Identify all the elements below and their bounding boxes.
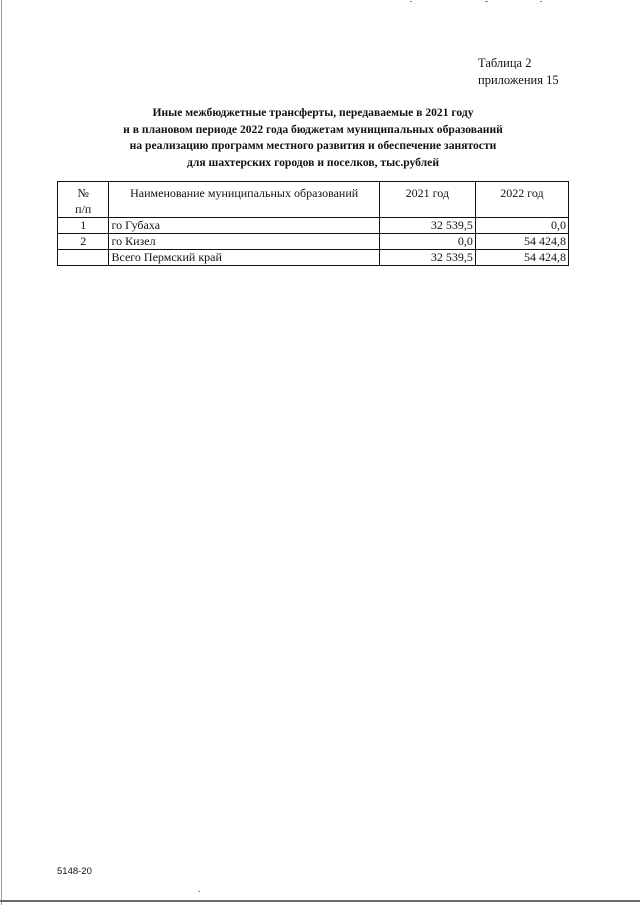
- scan-edge-bottom: [0, 900, 640, 902]
- document-title: [96, 105, 530, 171]
- scan-speck: [198, 891, 200, 892]
- row-value-2022: 54 424,8: [475, 234, 568, 250]
- document-title-line-4: для шахтерских городов и поселков, тыс.рублей: [187, 155, 439, 169]
- row-value-2021: 32 539,5: [379, 218, 475, 234]
- total-value-2022: 54 424,8: [475, 250, 568, 266]
- scan-speck: [410, 1, 412, 2]
- row-municipality: го Губаха: [109, 218, 379, 234]
- header-number-line-2: п/п: [75, 202, 92, 216]
- document-title-line-2: и в плановом периоде 2022 года бюджетам муниципальных образований: [123, 122, 503, 136]
- document-code: 5148-20: [57, 866, 92, 877]
- row-number: 1: [58, 218, 109, 234]
- table-reference-line-2: приложения 15: [478, 73, 559, 87]
- document-title-line-3: на реализацию программ местного развития и обеспечение занятости: [129, 139, 497, 152]
- total-label: Всего Пермский край: [109, 250, 379, 266]
- document-title-line-1: Иные межбюджетные трансферты, передаваемые в 2021 году: [152, 106, 474, 119]
- header-year-2022: 2022 год: [475, 182, 568, 218]
- row-municipality: го Кизел: [109, 234, 379, 250]
- table-reference-line-1: Таблица 2: [478, 56, 532, 70]
- table-row: [58, 234, 569, 250]
- scan-speck: [485, 1, 488, 2]
- total-value-2021: 32 539,5: [379, 250, 475, 266]
- table-total-row: [58, 250, 569, 266]
- header-number: [58, 182, 109, 218]
- transfers-table: [57, 181, 569, 266]
- row-value-2021: 0,0: [379, 234, 475, 250]
- row-number: 2: [58, 234, 109, 250]
- row-value-2022: 0,0: [475, 218, 568, 234]
- header-year-2021: 2021 год: [379, 182, 475, 218]
- scan-edge-left: [1, 0, 2, 905]
- total-number: [58, 250, 109, 266]
- table-row: [58, 218, 569, 234]
- header-municipality: Наименование муниципальных образований: [109, 182, 379, 218]
- scan-speck: [540, 1, 542, 2]
- table-reference: [478, 55, 559, 89]
- table-header-row: [58, 182, 569, 218]
- header-number-line-1: №: [77, 186, 89, 200]
